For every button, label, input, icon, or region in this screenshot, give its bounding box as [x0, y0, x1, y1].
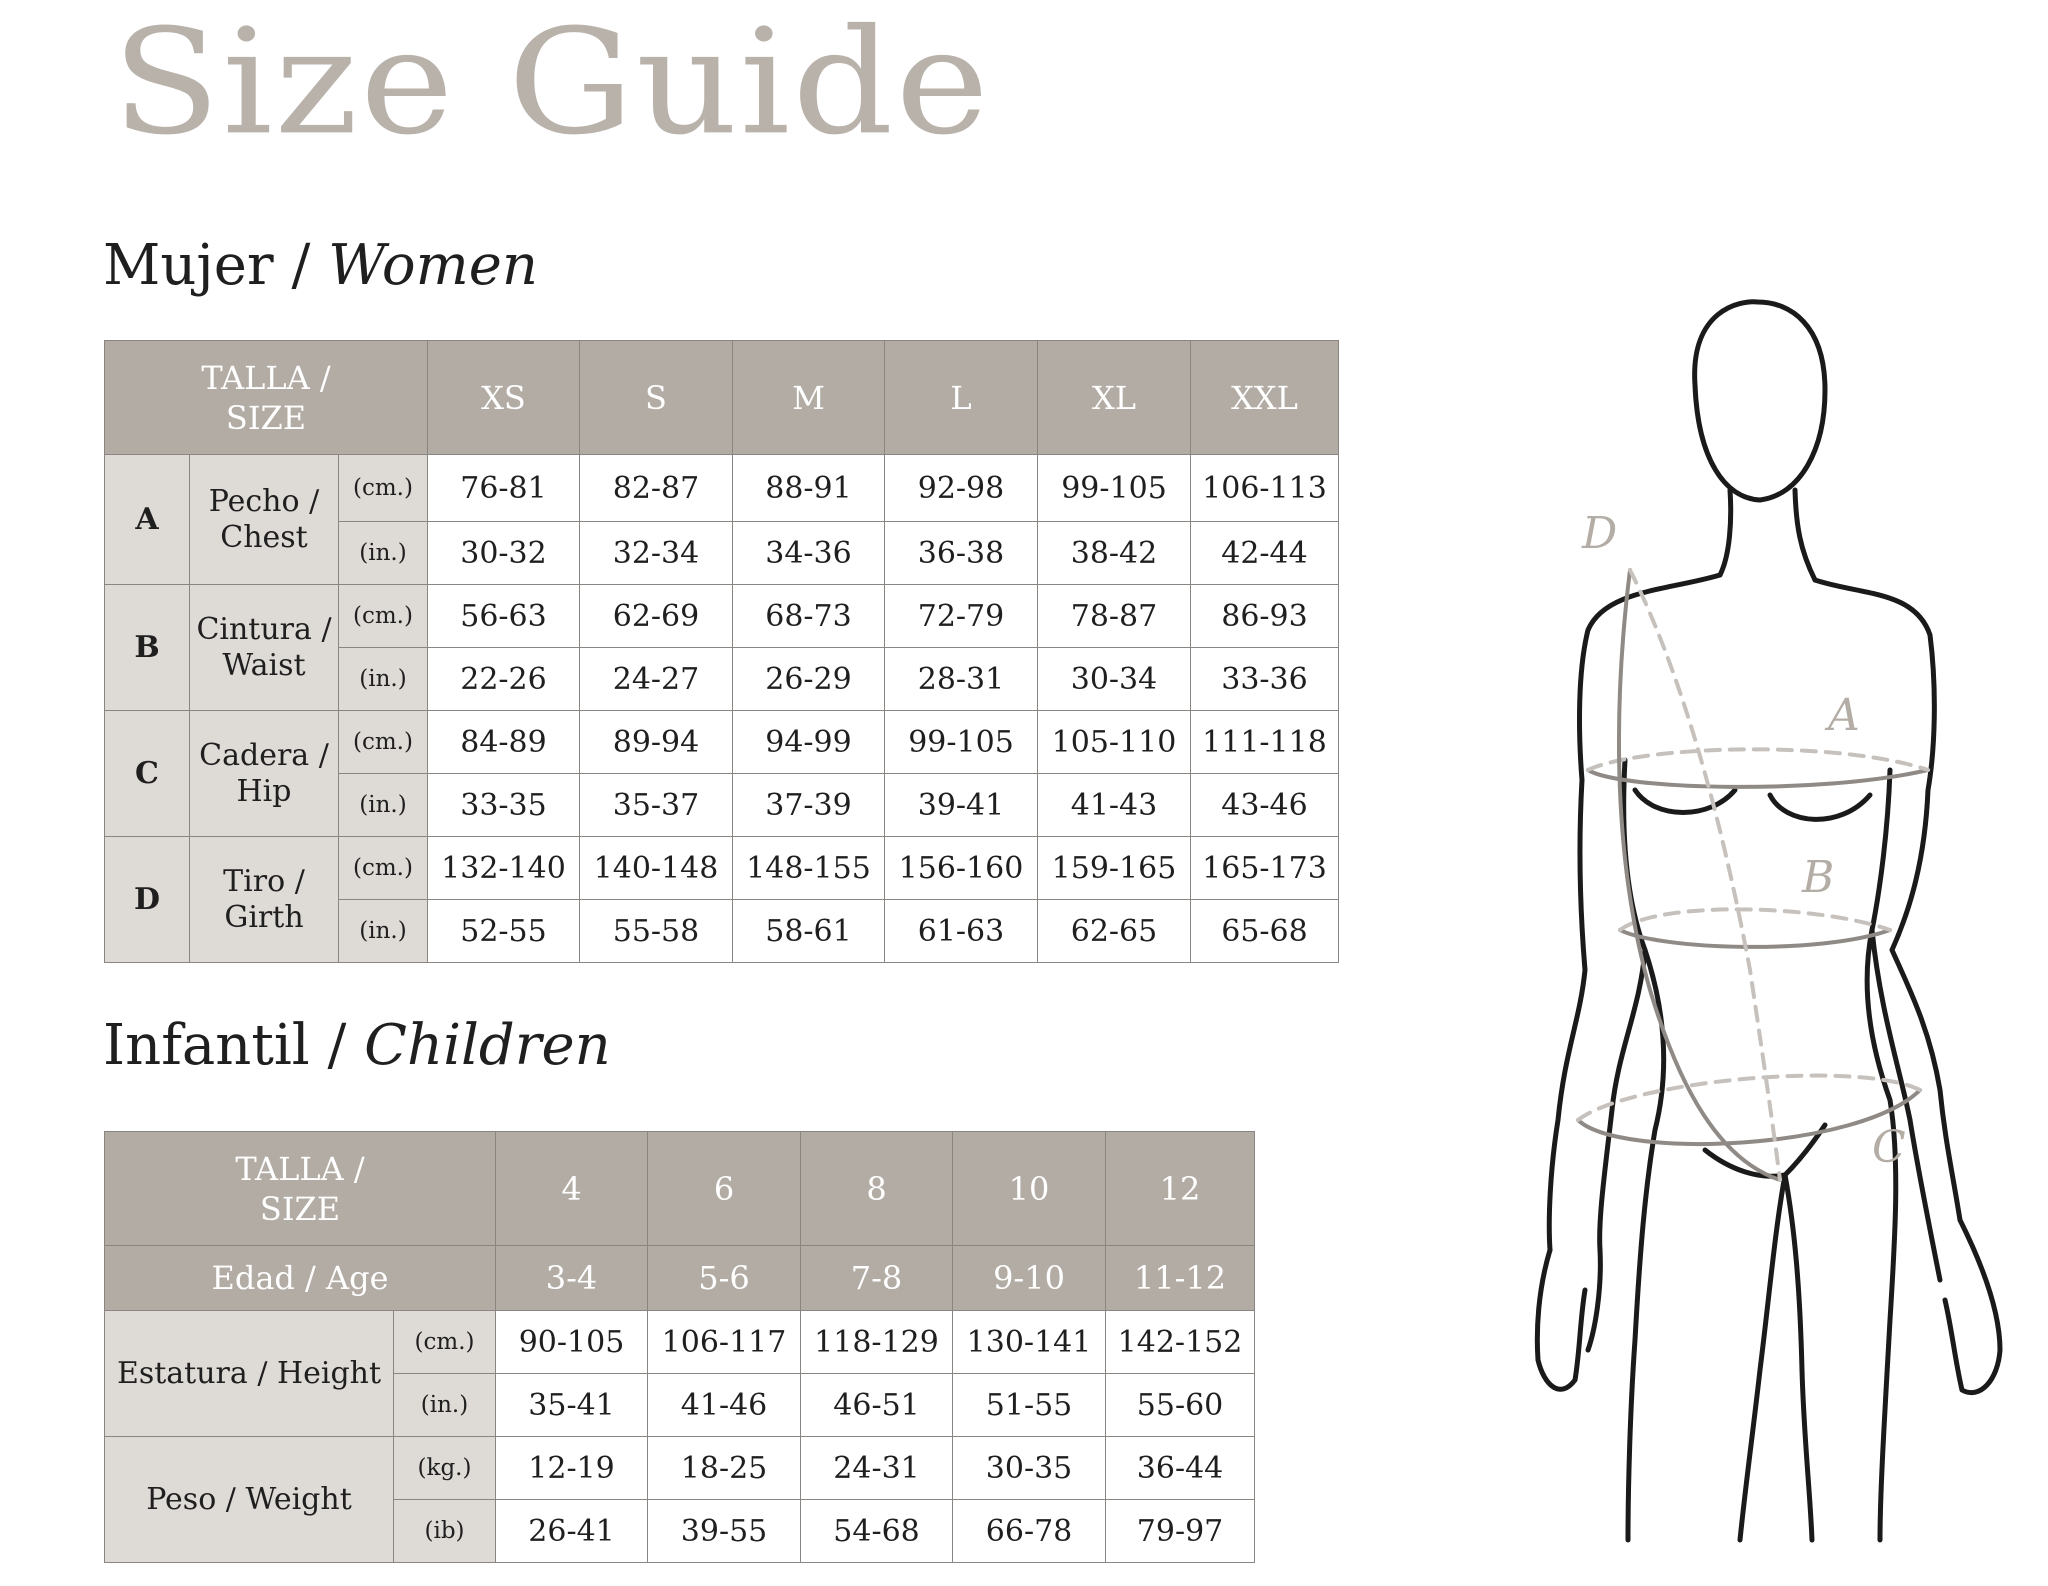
size-value: 36-44	[1106, 1437, 1255, 1500]
age-value: 7-8	[801, 1246, 953, 1311]
children-size-table	[104, 1131, 1255, 1563]
size-value: 54-68	[801, 1500, 953, 1563]
size-value: 79-97	[1106, 1500, 1255, 1563]
size-column-header: 10	[953, 1132, 1106, 1246]
size-value: 99-105	[885, 711, 1038, 774]
size-column-header: XS	[428, 341, 580, 455]
table-row	[105, 1311, 1255, 1374]
size-value: 94-99	[733, 711, 885, 774]
unit-label: (in.)	[339, 648, 428, 711]
size-value: 39-55	[648, 1500, 801, 1563]
measure-letter: A	[105, 455, 190, 585]
size-value: 58-61	[733, 900, 885, 963]
measure-name: Cintura / Waist	[190, 585, 339, 711]
size-column-header: S	[580, 341, 733, 455]
size-value: 105-110	[1038, 711, 1191, 774]
size-value: 106-113	[1191, 455, 1339, 522]
children-title-en: Children	[364, 1013, 611, 1078]
children-section-title	[103, 1013, 611, 1078]
size-value: 88-91	[733, 455, 885, 522]
size-value: 42-44	[1191, 522, 1339, 585]
body-measurement-figure	[1440, 290, 2040, 1550]
women-header-row	[105, 341, 1339, 455]
table-row	[105, 837, 1339, 900]
size-value: 30-35	[953, 1437, 1106, 1500]
size-value: 32-34	[580, 522, 733, 585]
size-value: 51-55	[953, 1374, 1106, 1437]
size-value: 72-79	[885, 585, 1038, 648]
size-value: 156-160	[885, 837, 1038, 900]
size-value: 36-38	[885, 522, 1038, 585]
size-value: 140-148	[580, 837, 733, 900]
size-value: 165-173	[1191, 837, 1339, 900]
size-value: 90-105	[496, 1311, 648, 1374]
measure-letter: C	[105, 711, 190, 837]
age-value: 11-12	[1106, 1246, 1255, 1311]
size-value: 52-55	[428, 900, 580, 963]
size-column-header: M	[733, 341, 885, 455]
women-title-en: Women	[328, 233, 538, 298]
size-column-header: 8	[801, 1132, 953, 1246]
size-value: 30-32	[428, 522, 580, 585]
size-value: 55-60	[1106, 1374, 1255, 1437]
size-value: 18-25	[648, 1437, 801, 1500]
children-age-row	[105, 1246, 1255, 1311]
size-value: 111-118	[1191, 711, 1339, 774]
unit-label: (ib)	[394, 1500, 496, 1563]
size-value: 62-65	[1038, 900, 1191, 963]
measure-name: Tiro / Girth	[190, 837, 339, 963]
label-b: B	[1802, 852, 1835, 903]
size-value: 34-36	[733, 522, 885, 585]
unit-label: (in.)	[339, 900, 428, 963]
size-value: 68-73	[733, 585, 885, 648]
size-value: 35-41	[496, 1374, 648, 1437]
size-value: 66-78	[953, 1500, 1106, 1563]
size-value: 41-46	[648, 1374, 801, 1437]
size-value: 12-19	[496, 1437, 648, 1500]
size-value: 55-58	[580, 900, 733, 963]
size-value: 24-31	[801, 1437, 953, 1500]
children-title-es: Infantil /	[103, 1013, 347, 1078]
size-value: 56-63	[428, 585, 580, 648]
size-column-header: L	[885, 341, 1038, 455]
size-value: 92-98	[885, 455, 1038, 522]
size-value: 33-35	[428, 774, 580, 837]
size-value: 65-68	[1191, 900, 1339, 963]
size-value: 132-140	[428, 837, 580, 900]
size-value: 78-87	[1038, 585, 1191, 648]
size-value: 148-155	[733, 837, 885, 900]
size-value: 24-27	[580, 648, 733, 711]
label-a: A	[1828, 690, 1860, 741]
age-value: 3-4	[496, 1246, 648, 1311]
size-value: 61-63	[885, 900, 1038, 963]
unit-label: (cm.)	[339, 585, 428, 648]
measure-name: Estatura / Height	[105, 1311, 394, 1437]
size-value: 99-105	[1038, 455, 1191, 522]
page-title: Size Guide	[112, 0, 991, 168]
size-value: 142-152	[1106, 1311, 1255, 1374]
size-column-header: 4	[496, 1132, 648, 1246]
unit-label: (in.)	[339, 522, 428, 585]
mannequin-illustration	[1440, 290, 2040, 1550]
children-header-row	[105, 1132, 1255, 1246]
size-header-label: TALLA / SIZE	[105, 1132, 496, 1246]
unit-label: (cm.)	[339, 711, 428, 774]
table-row	[105, 455, 1339, 522]
size-value: 86-93	[1191, 585, 1339, 648]
size-value: 89-94	[580, 711, 733, 774]
size-value: 118-129	[801, 1311, 953, 1374]
age-label: Edad / Age	[105, 1246, 496, 1311]
size-value: 43-46	[1191, 774, 1339, 837]
unit-label: (cm.)	[339, 837, 428, 900]
size-value: 37-39	[733, 774, 885, 837]
size-value: 22-26	[428, 648, 580, 711]
women-size-table	[104, 340, 1339, 963]
size-column-header: XXL	[1191, 341, 1339, 455]
unit-label: (in.)	[394, 1374, 496, 1437]
measure-name: Cadera / Hip	[190, 711, 339, 837]
size-value: 35-37	[580, 774, 733, 837]
size-value: 30-34	[1038, 648, 1191, 711]
unit-label: (kg.)	[394, 1437, 496, 1500]
size-header-label: TALLA / SIZE	[105, 341, 428, 455]
size-value: 38-42	[1038, 522, 1191, 585]
unit-label: (cm.)	[339, 455, 428, 522]
unit-label: (cm.)	[394, 1311, 496, 1374]
size-column-header: 6	[648, 1132, 801, 1246]
measure-name: Peso / Weight	[105, 1437, 394, 1563]
age-value: 5-6	[648, 1246, 801, 1311]
label-d: D	[1582, 508, 1618, 559]
table-row	[105, 1437, 1255, 1500]
size-value: 26-41	[496, 1500, 648, 1563]
size-value: 39-41	[885, 774, 1038, 837]
size-value: 106-117	[648, 1311, 801, 1374]
measure-letter: B	[105, 585, 190, 711]
size-value: 33-36	[1191, 648, 1339, 711]
size-value: 130-141	[953, 1311, 1106, 1374]
size-value: 159-165	[1038, 837, 1191, 900]
size-value: 28-31	[885, 648, 1038, 711]
measure-name: Pecho / Chest	[190, 455, 339, 585]
unit-label: (in.)	[339, 774, 428, 837]
size-value: 84-89	[428, 711, 580, 774]
size-value: 76-81	[428, 455, 580, 522]
size-value: 41-43	[1038, 774, 1191, 837]
size-value: 46-51	[801, 1374, 953, 1437]
measure-letter: D	[105, 837, 190, 963]
label-c: C	[1872, 1122, 1906, 1173]
size-column-header: XL	[1038, 341, 1191, 455]
size-value: 62-69	[580, 585, 733, 648]
size-value: 82-87	[580, 455, 733, 522]
table-row	[105, 585, 1339, 648]
size-column-header: 12	[1106, 1132, 1255, 1246]
size-value: 26-29	[733, 648, 885, 711]
women-title-es: Mujer /	[103, 233, 311, 298]
table-row	[105, 711, 1339, 774]
women-section-title	[103, 233, 538, 298]
age-value: 9-10	[953, 1246, 1106, 1311]
